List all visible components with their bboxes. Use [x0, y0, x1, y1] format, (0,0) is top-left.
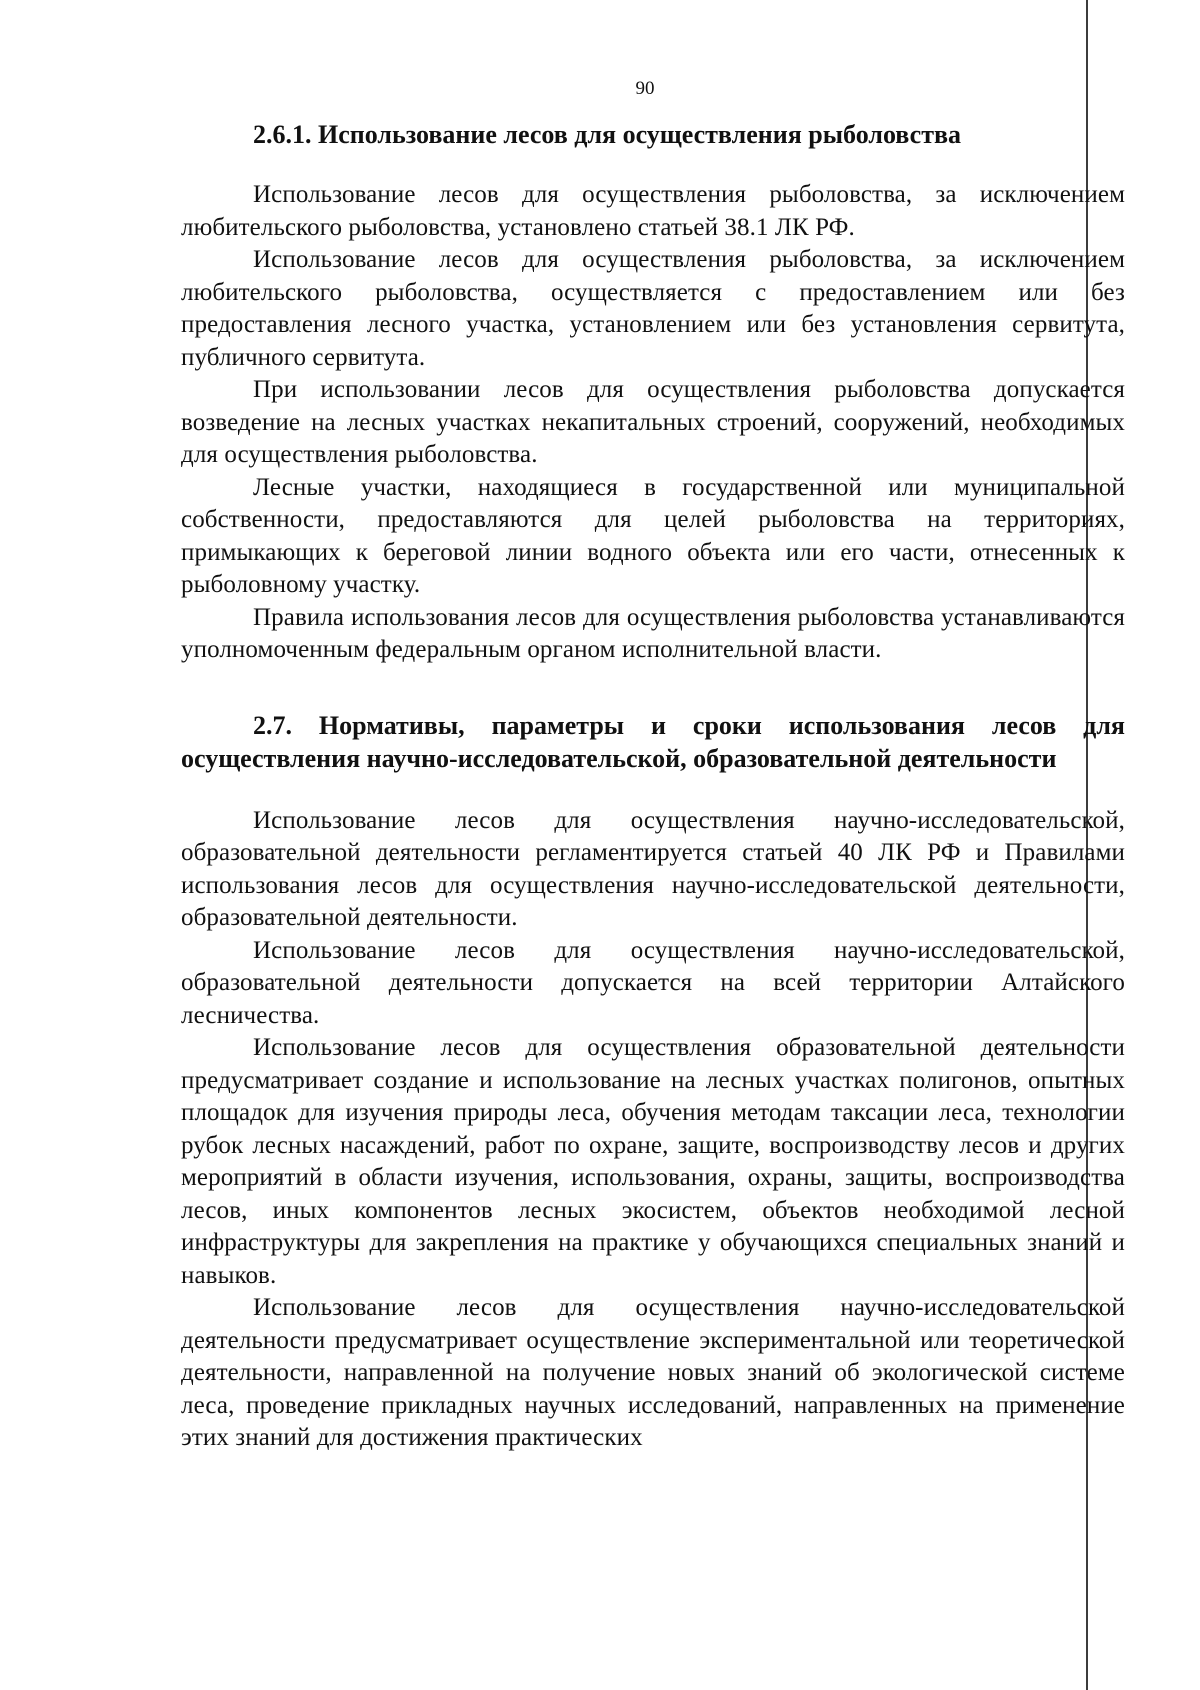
section-heading-2-7: 2.7. Нормативы, параметры и сроки использования лесов для осуществления научно-исследовательской, образовательной деятельности: [181, 710, 1125, 773]
paragraph: Использование лесов для осуществления научно-исследовательской, образовательной деятельности допускается на всей территории Алтайского лесничества.: [181, 936, 1125, 1029]
paragraph: Использование лесов для осуществления научно-исследовательской, образовательной деятельности регламентируется статьей 40 ЛК РФ и Правилами использования лесов для осуществления научно-исследовательской деятельности, образовательной деятельности.: [181, 806, 1125, 931]
paragraph: Использование лесов для осуществления рыболовства, за исключением любительского рыболовства, осуществляется с предоставлением или без предоставления лесного участка, установлением или без установления сервитута, публичного сервитута.: [181, 246, 1125, 371]
section-heading-2-6-1: 2.6.1. Использование лесов для осуществления рыболовства: [253, 120, 962, 149]
page-number: 90: [635, 78, 655, 99]
paragraph: Правила использования лесов для осуществления рыболовства устанавливаются уполномоченным федеральным органом исполнительной власти.: [181, 603, 1125, 663]
paragraph: Использование лесов для осуществления рыболовства, за исключением любительского рыболовства, установлено статьей 38.1 ЛК РФ.: [181, 181, 1125, 241]
paragraph: Использование лесов для осуществления образовательной деятельности предусматривает создание и использование на лесных участках полигонов, опытных площадок для изучения природы леса, обучения методам таксации леса, технологии рубок лесных насаждений, работ по охране, защите, воспроизводству лесов и других мероприятий в области изучения, использования, охраны, защиты, воспроизводства лесов, иных компонентов лесных экосистем, объектов необходимой лесной инфраструктуры для закрепления на практике у обучающихся специальных знаний и навыков.: [181, 1034, 1125, 1289]
paragraph: При использовании лесов для осуществления рыболовства допускается возведение на лесных участках некапитальных строений, сооружений, необходимых для осуществления рыболовства.: [181, 376, 1125, 468]
paragraph: Использование лесов для осуществления научно-исследовательской деятельности предусматривает осуществление экспериментальной или теоретической деятельности, направленной на получение новых знаний об экологической системе леса, проведение прикладных научных исследований, направленных на применение этих знаний для достижения практических: [181, 1294, 1125, 1451]
document-body: [181, 118, 1125, 1455]
paragraph: Лесные участки, находящиеся в государственной или муниципальной собственности, предоставляются для целей рыболовства на территориях, примыкающих к береговой линии водного объекта или его части, отнесенных к рыболовному участку.: [181, 473, 1125, 598]
